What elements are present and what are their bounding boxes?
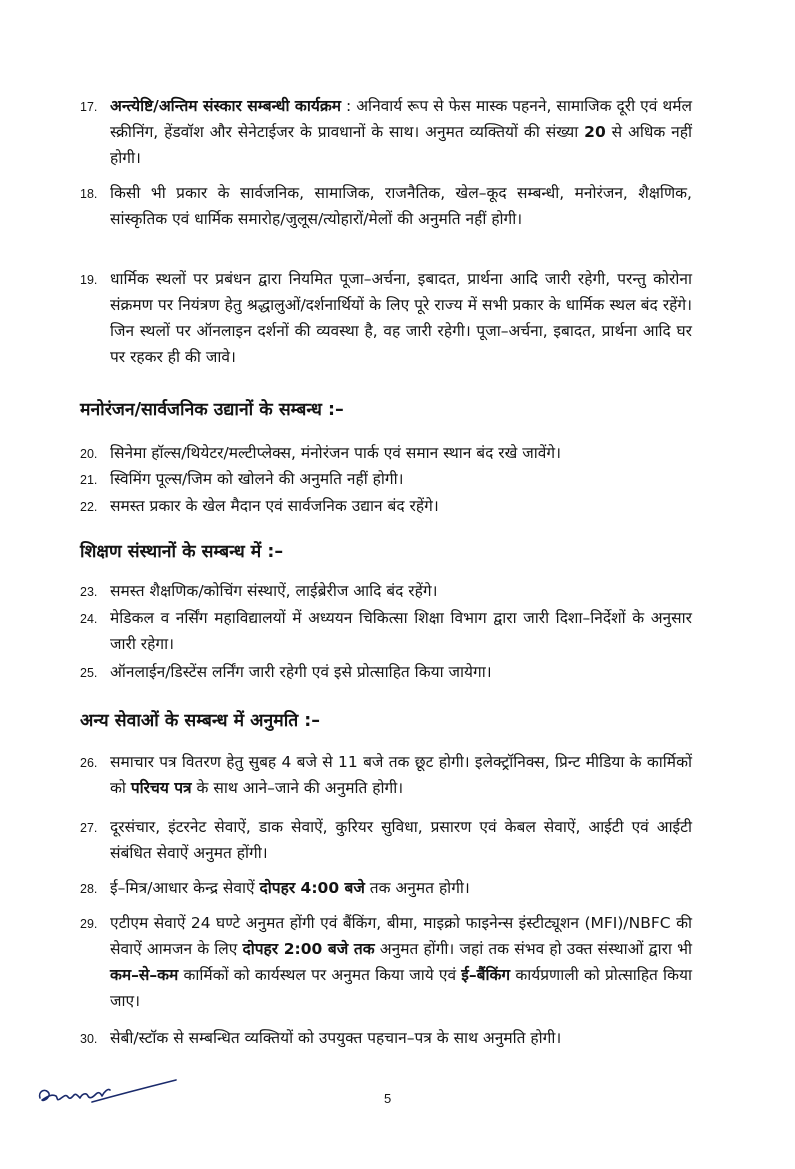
list-item-30 (80, 1025, 692, 1051)
item-text: समस्त प्रकार के खेल मैदान एवं सार्वजनिक उद्यान बंद रहेंगे। (110, 497, 439, 515)
item-number: 18. (80, 187, 98, 201)
list-item-24 (80, 605, 692, 657)
item-number: 24. (80, 612, 98, 626)
item-number: 22. (80, 500, 98, 514)
item-text: समस्त शैक्षणिक/कोचिंग संस्थाऐं, लाईब्रेरीज आदि बंद रहेंगे। (110, 582, 438, 600)
bold-id-card: परिचय पत्र (130, 779, 192, 797)
list-item-25 (80, 659, 692, 685)
item-number: 27. (80, 821, 98, 835)
list-item-28 (80, 875, 692, 901)
page-number: 5 (384, 1091, 392, 1106)
item-number: 21. (80, 473, 98, 487)
item-text: ई–मित्र/आधार केन्द्र सेवाऐं दोपहर 4:00 बजे तक अनुमत होगी। (110, 879, 470, 897)
list-item-29 (80, 910, 692, 1014)
list-item-17 (80, 93, 692, 171)
list-item-20 (80, 440, 692, 466)
item-number: 28. (80, 882, 98, 896)
list-item-18 (80, 180, 692, 232)
list-item-26 (80, 749, 692, 801)
list-item-21 (80, 466, 692, 492)
item-number: 26. (80, 756, 98, 770)
item-text: किसी भी प्रकार के सार्वजनिक, सामाजिक, राजनैतिक, खेल–कूद सम्बन्धी, मनोरंजन, शैक्षणिक, सांस्कृतिक एवं धार्मिक समारोह/जुलूस/त्योहारों/मेलों की अनुमति नहीं होगी। (110, 184, 692, 228)
item-text: स्विमिंग पूल्स/जिम को खोलने की अनुमति नहीं होगी। (110, 470, 404, 488)
item-number: 20. (80, 447, 98, 461)
item-text: एटीएम सेवाऐं 24 घण्टे अनुमत होंगी एवं बैंकिंग, बीमा, माइक्रो फाइनेन्स इंस्टीट्यूशन (MFI)/NBFC की सेवाऐं आमजन के लिए दोपहर 2:00 बजे तक अनुमत होंगी। जहां तक संभव हो उक्त संस्थाओं द्वारा भी कम–से–कम कार्मिकों को कार्यस्थल पर अनुमत किया जाये एवं ई–बैंकिंग कार्यप्रणाली को प्रोत्साहित किया जाए। (110, 914, 692, 1010)
list-item-23 (80, 578, 692, 604)
list-item-22 (80, 493, 692, 519)
item-number: 25. (80, 666, 98, 680)
item-text: मेडिकल व नर्सिंग महाविद्यालयों में अध्ययन चिकित्सा शिक्षा विभाग द्वारा जारी दिशा–निर्देशों के अनुसार जारी रहेगा। (110, 609, 692, 653)
item-text: समाचार पत्र वितरण हेतु सुबह 4 बजे से 11 बजे तक छूट होगी। इलेक्ट्रॉनिक्स, प्रिन्ट मीडिया के कार्मिकों को परिचय पत्र के साथ आने–जाने की अनुमति होगी। (110, 753, 692, 797)
list-item-27 (80, 814, 692, 866)
bold-time: दोपहर 4:00 बजे (259, 879, 365, 897)
item-text: ऑनलाईन/डिस्टेंस लर्निंग जारी रहेगी एवं इसे प्रोत्साहित किया जायेगा। (110, 663, 492, 681)
bold-ebanking: ई–बैंकिंग (461, 966, 511, 984)
item-number: 19. (80, 273, 98, 287)
item-text: धार्मिक स्थलों पर प्रबंधन द्वारा नियमित पूजा–अर्चना, इबादत, प्रार्थना आदि जारी रहेगी, परन्तु कोरोना संक्रमण पर नियंत्रण हेतु श्रद्धालुओं/दर्शनार्थियों के लिए पूरे राज्य में सभी प्रकार के धार्मिक स्थल बंद रहेंगे। जिन स्थलों पर ऑनलाइन दर्शनों की व्यवस्था है, वह जारी रहेगी। पूजा–अर्चना, इबादत, प्रार्थना आदि घर पर रहकर ही की जावे। (110, 270, 692, 366)
bold-time: दोपहर 2:00 बजे तक (242, 940, 375, 958)
bold-minimum: कम–से–कम (110, 966, 179, 984)
signature (34, 1070, 184, 1115)
item-number: 17. (80, 100, 98, 114)
item-number: 30. (80, 1032, 98, 1046)
item-number: 29. (80, 917, 98, 931)
bold-count: 20 (584, 123, 606, 141)
section-heading-education: शिक्षण संस्थानों के सम्बन्ध में :– (80, 542, 284, 562)
item-text: अन्त्येष्टि/अन्तिम संस्कार सम्बन्धी कार्यक्रम : अनिवार्य रूप से फेस मास्क पहनने, सामाजिक दूरी एवं थर्मल स्क्रीनिंग, हेंडवॉश और सेनेटाईजर के प्रावधानों के साथ। अनुमत व्यक्तियों की संख्या 20 से अधिक नहीं होगी। (110, 97, 692, 167)
section-heading-entertainment: मनोरंजन/सार्वजनिक उद्यानों के सम्बन्ध :– (80, 400, 344, 420)
item-number: 23. (80, 585, 98, 599)
section-heading-services: अन्य सेवाओं के सम्बन्ध में अनुमति :– (80, 711, 321, 731)
list-item-19 (80, 266, 692, 370)
item-text: सिनेमा हॉल्स/थियेटर/मल्टीप्लेक्स, मंनोरंजन पार्क एवं समान स्थान बंद रखे जावेंगे। (110, 444, 561, 462)
item-text: दूरसंचार, इंटरनेट सेवाऐं, डाक सेवाऐं, कुरियर सुविधा, प्रसारण एवं केबल सेवाऐं, आईटी एवं आईटी संबंधित सेवाऐं अनुमत होंगी। (110, 818, 692, 862)
item-lead-bold: अन्त्येष्टि/अन्तिम संस्कार सम्बन्धी कार्यक्रम (110, 97, 342, 115)
item-text: सेबी/स्टॉक से सम्बन्धित व्यक्तियों को उपयुक्त पहचान–पत्र के साथ अनुमति होगी। (110, 1029, 562, 1047)
